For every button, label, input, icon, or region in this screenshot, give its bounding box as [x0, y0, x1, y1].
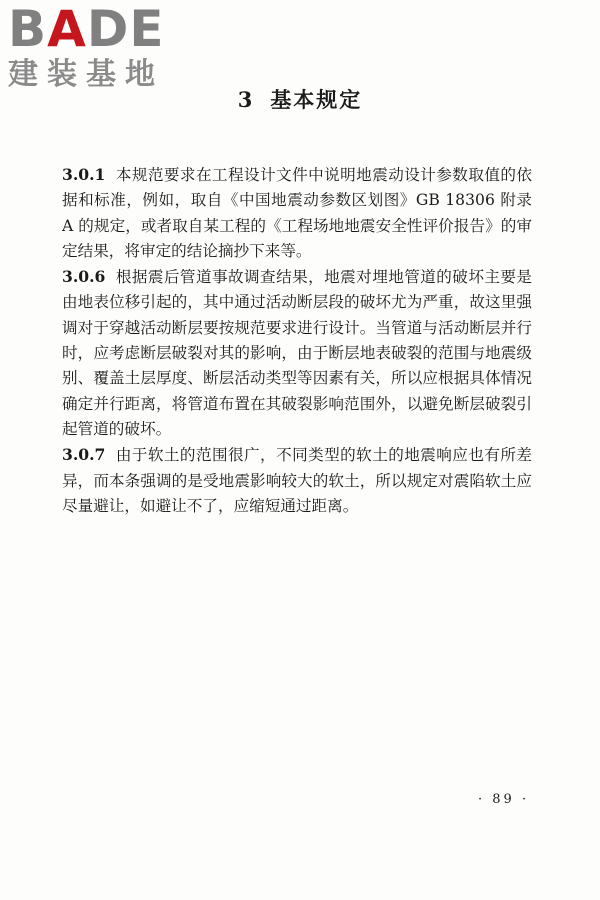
logo-letter-b: B [8, 0, 48, 58]
logo-letter-a: A [47, 0, 87, 58]
logo-chinese-text: 建装基地 [8, 57, 164, 92]
clause-paragraph [62, 162, 532, 264]
clause-number: 3.0.7 [62, 445, 106, 465]
clause-paragraph [62, 264, 532, 442]
clause-text: 根据震后管道事故调查结果，地震对埋地管道的破坏主要是由地表位移引起的，其中通过活动断层段的破坏尤为严重，故这里强调对于穿越活动断层要按规范要求进行设计。当管道与活动断层并行时，应考虑断层破裂对其的影响，由于断层地表破裂的范围与地震级别、覆盖土层厚度、断层活动类型等因素有关，所以应根据具体情况确定并行距离，将管道布置在其破裂影响范围外，以避免断层破裂引起管道的破坏。 [62, 268, 532, 438]
logo-letters-de: DE [86, 0, 165, 58]
clause-text: 本规范要求在工程设计文件中说明地震动设计参数取值的依据和标准，例如，取自《中国地震动参数区划图》GB 18306 附录 A 的规定，或者取自某工程的《工程场地地震安全性评价报告》的审定结果，将审定的结论摘抄下来等。 [62, 166, 532, 260]
clause-text: 由于软土的范围很广，不同类型的软土的地震响应也有所差异，而本条强调的是受地震影响较大的软土，所以规定对震陷软土应尽量避让，如避让不了，应缩短通过距离。 [62, 446, 532, 515]
chapter-number: 3 [237, 87, 255, 112]
page-number: · 89 · [478, 792, 530, 807]
clause-number: 3.0.1 [62, 165, 106, 184]
chapter-title: 基本规定 [270, 87, 363, 112]
logo-wordmark [8, 0, 178, 58]
body-text [62, 162, 532, 519]
clause-number: 3.0.6 [62, 267, 106, 287]
chapter-heading [0, 84, 600, 114]
clause-paragraph [62, 442, 532, 519]
bade-logo [8, 0, 178, 92]
